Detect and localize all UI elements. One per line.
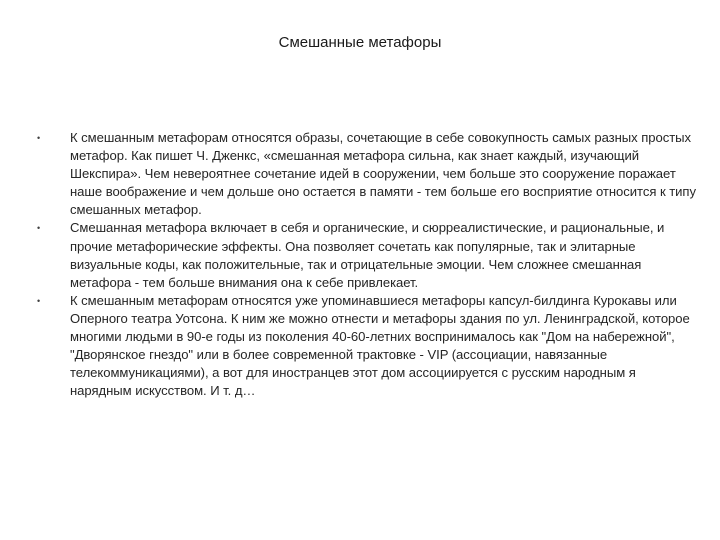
- bullet-marker: •: [37, 133, 41, 143]
- bullet-text: К смешанным метафорам относятся образы, сочетающие в себе совокупность самых разных простых метафор. Как пишет Ч. Дженкс, «смешанная метафора сильна, как знает каждый, изучающий Шекспира». Чем невероятнее сочетание идей в сооружении, чем больше это сооружение поражает наше воображение и чем дольше оно остается в памяти - тем больше его восприятие относится к типу смешанных метафор.: [70, 130, 696, 218]
- bullet-list: [37, 129, 697, 400]
- bullet-item: [37, 292, 697, 401]
- bullet-marker: •: [37, 295, 41, 306]
- bullet-item: [37, 219, 697, 291]
- slide-title: Смешанные метафоры: [278, 34, 442, 51]
- bullet-item: [37, 129, 697, 219]
- bullet-text: Смешанная метафора включает в себя и органические, и сюрреалистические, и рациональные, и прочие метафорические эффекты. Она позволяет сочетать как популярные, так и элитарные визуальные коды, как положительные, так и отрицательные эмоции. Чем сложнее смешанная метафора - тем больше внимания она к себе привлекает.: [70, 220, 665, 290]
- bullet-marker: •: [37, 223, 41, 234]
- bullet-text: К смешанным метафорам относятся уже упоминавшиеся метафоры капсул-билдинга Курокавы или Оперного театра Уотсона. К ним же можно отнести и метафоры здания по ул. Ленинградской, которое многими людьми в 90-е годы из поколения 40-60-летних воспринималось как "Дом на набережной", "Дворянское гнездо" или в более современной трактовке - VIP (ассоциации, навязанные телекоммуникациями), а вот для иностранцев этот дом ассоциируется с русским народным я нарядным искусством. И т. д…: [70, 292, 690, 399]
